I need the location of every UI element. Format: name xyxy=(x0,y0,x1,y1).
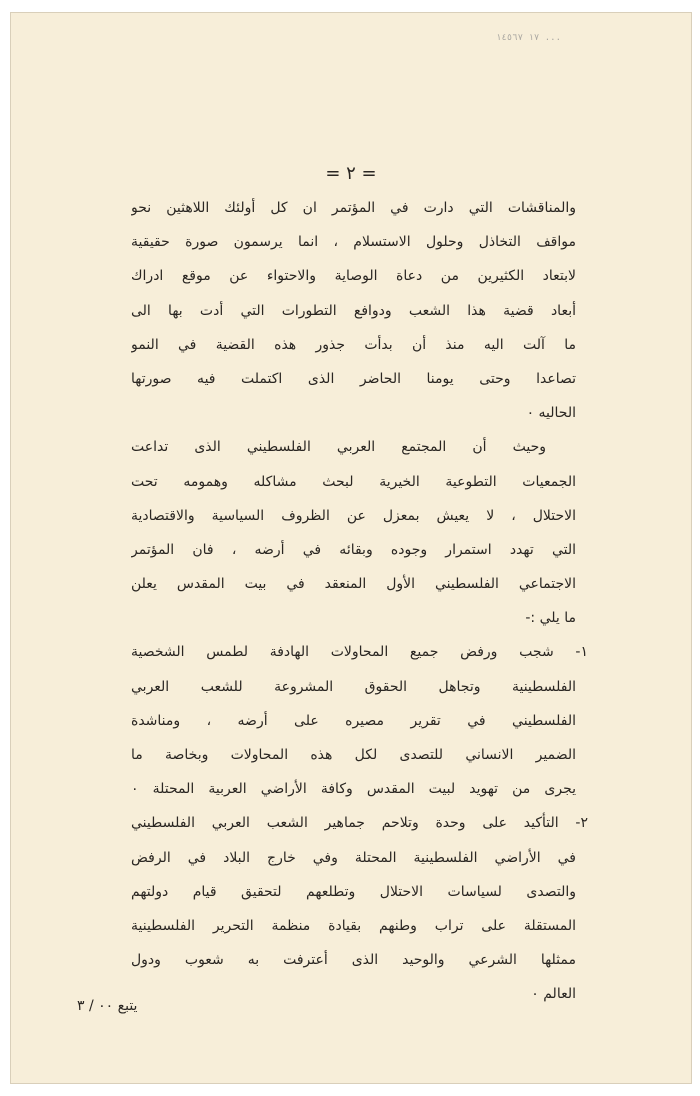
text-line: الضمير الانساني للتصدى لكل هذه المحاولات وبخاصة ما xyxy=(131,747,576,763)
page-number: = ٢ = xyxy=(325,163,377,184)
document-page xyxy=(10,12,692,1084)
text-line: والتصدى لسياسات الاحتلال وتطلعهم لتحقيق قيام دولتهم xyxy=(131,883,576,900)
text-line: الاحتلال ، لا يعيش بمعزل عن الظروف السياسية والاقتصادية xyxy=(131,507,576,524)
text-line: الحاليه ٠ xyxy=(526,405,576,422)
text-line: التي تهدد استمرار وجوده وبقائه في أرضه ، فان المؤتمر xyxy=(131,541,576,558)
text-line: وحيث أن المجتمع العربي الفلسطيني الذى تداعت xyxy=(131,439,546,456)
text-line: والمناقشات التي دارت في المؤتمر ان كل أولئك اللاهثين نحو xyxy=(131,200,576,216)
text-line: ممثلها الشرعي والوحيد الذى أعترفت به شعوب ودول xyxy=(131,952,576,969)
text-line: لابتعاد الكثيرين من دعاة الوصاية والاحتواء عن موقع ادراك xyxy=(131,268,576,285)
text-line: الجمعيات التطوعية الخيرية لبحث مشاكله وهمومه تحت xyxy=(131,473,576,490)
text-line: يجرى من تهويد لبيت المقدس وكافة الأراضي العربية المحتلة ٠ xyxy=(131,781,576,798)
text-line: الاجتماعي الفلسطيني الأول المنعقد في بيت المقدس يعلن xyxy=(131,576,576,593)
text-line: ما آلت اليه منذ أن بدأت جذور هذه القضية في النمو xyxy=(131,336,576,353)
text-line: العالم ٠ xyxy=(531,986,576,1003)
document-body xyxy=(131,191,588,1012)
text-line: الفلسطيني في تقرير مصيره على أرضه ، ومناشدة xyxy=(131,712,576,729)
text-line: أبعاد قضية هذا الشعب ودوافع التطورات التي أدت بها الى xyxy=(131,302,576,319)
text-line: مواقف التخاذل وحلول الاستسلام ، انما يرسمون صورة حقيقية xyxy=(131,234,576,251)
continuation-note: يتبع ٠٠ / ٣ xyxy=(77,998,138,1014)
text-line: المستقلة على تراب وطنهم بقيادة منظمة التحرير الفلسطينية xyxy=(131,917,576,934)
archive-stamp: ١٧ ١٤٥٦٧ ... xyxy=(495,33,561,43)
list-item-1-line: ١- شجب ورفض جميع المحاولات الهادفة لطمس الشخصية xyxy=(131,644,588,661)
text-line: في الأراضي الفلسطينية المحتلة وفي خارج البلاد في الرفض xyxy=(131,849,576,866)
list-item-2-line: ٢- التأكيد على وحدة وتلاحم جماهير الشعب العربي الفلسطيني xyxy=(131,815,588,832)
text-line: تصاعدا وحتى يومنا الحاضر الذى اكتملت فيه صورتها xyxy=(131,370,576,387)
text-line: ما يلي :- xyxy=(525,610,576,627)
text-line: الفلسطينية وتجاهل الحقوق المشروعة للشعب العربي xyxy=(131,678,576,695)
